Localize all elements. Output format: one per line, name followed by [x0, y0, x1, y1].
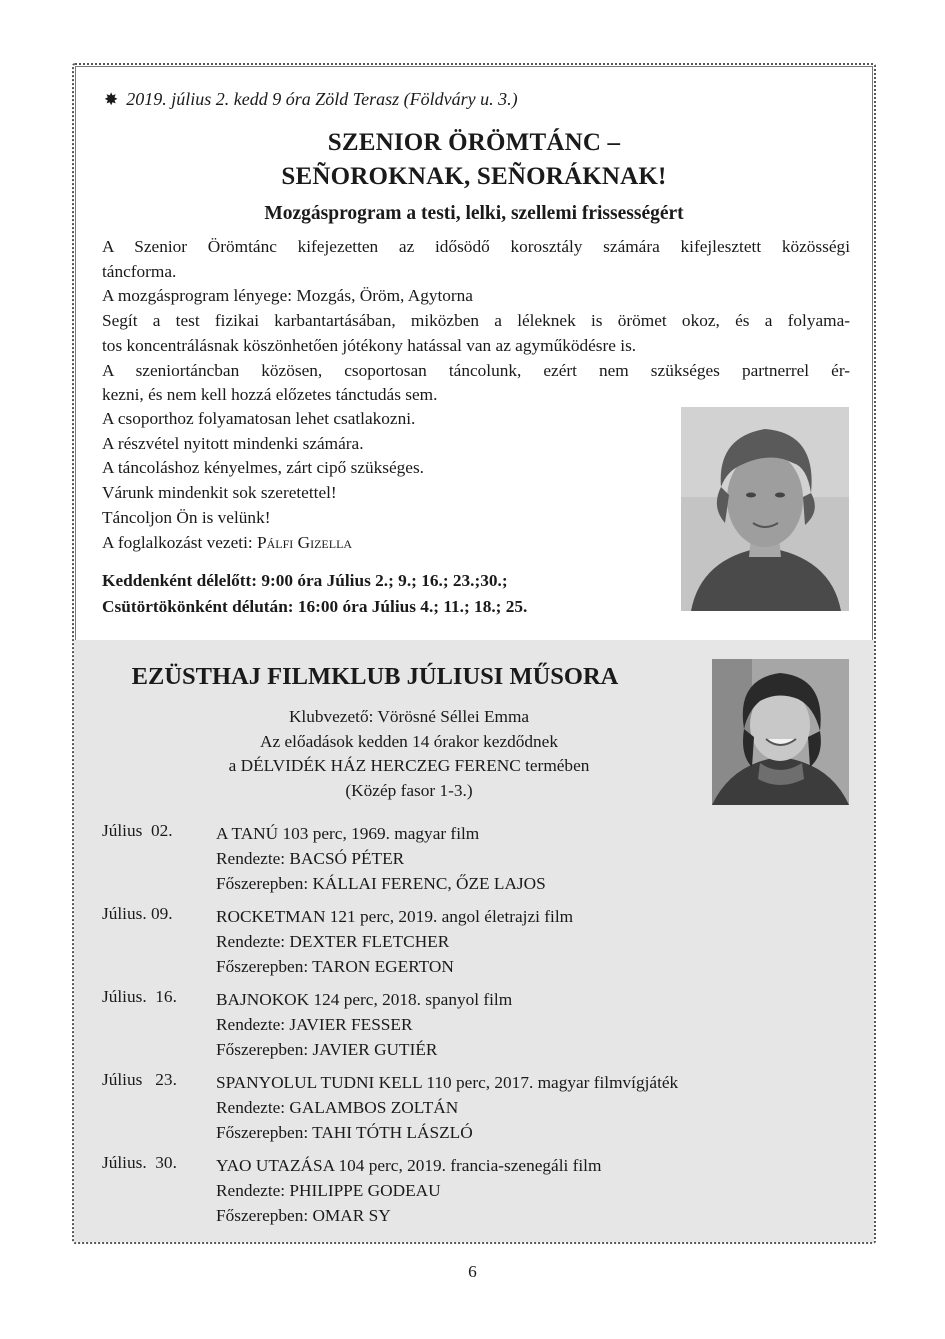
film-info: 121 perc, 2019. angol életrajzi film	[325, 907, 574, 926]
description-line: Segít a test fizikai karbantartásában, miközben a léleknek is örömet okoz, és a folyama-	[102, 311, 850, 331]
leader-photo	[681, 407, 849, 611]
event-title-line2: SEÑOROKNAK, SEÑORÁKNAK!	[281, 163, 667, 190]
film-title-line	[216, 987, 512, 1012]
film-date: Július. 16.	[102, 987, 177, 1006]
film-cast: Főszerepben: KÁLLAI FERENC, ŐZE LAJOS	[216, 874, 546, 893]
film-title: ROCKETMAN	[216, 907, 326, 926]
film-details	[216, 1070, 678, 1145]
note-line: A részvétel nyitott mindenki számára.	[102, 433, 364, 453]
event-date-line	[104, 89, 518, 110]
film-title-line	[216, 904, 573, 929]
film-cast: Főszerepben: OMAR SY	[216, 1206, 391, 1225]
film-info: 110 perc, 2017. magyar filmvígjáték	[422, 1073, 679, 1092]
list-item	[102, 821, 850, 904]
film-director: Rendezte: BACSÓ PÉTER	[216, 849, 405, 868]
description-line: táncforma.	[102, 261, 177, 281]
description-line: kezni, és nem kell hozzá előzetes tánctudás sem.	[102, 385, 438, 405]
film-director: Rendezte: GALAMBOS ZOLTÁN	[216, 1098, 459, 1117]
schedule-thursday: Csütörtökönként délután: 16:00 óra Július 4.; 11.; 18.; 25.	[102, 597, 528, 616]
film-details	[216, 821, 546, 896]
dance-event-section	[74, 65, 874, 640]
film-title: BAJNOKOK	[216, 990, 310, 1009]
film-director: Rendezte: DEXTER FLETCHER	[216, 932, 450, 951]
note-line: A táncoláshoz kényelmes, zárt cipő szükséges.	[102, 458, 424, 478]
film-director: Rendezte: JAVIER FESSER	[216, 1015, 413, 1034]
event-date-text: 2019. július 2. kedd 9 óra Zöld Terasz (Földváry u. 3.)	[126, 89, 518, 109]
venue-line: a DÉLVIDÉK HÁZ HERCZEG FERENC termében	[228, 756, 590, 776]
film-date: Július. 09.	[102, 904, 173, 923]
event-description	[102, 235, 850, 408]
event-notes	[102, 407, 662, 555]
page-frame	[72, 63, 876, 1244]
leader-name: Pálfi Gizella	[257, 532, 353, 552]
film-title-line	[216, 821, 546, 846]
list-item	[102, 904, 850, 987]
event-schedule	[102, 568, 527, 620]
description-line: A szeniortáncban közösen, csoportosan táncolunk, ezért nem szükséges partnerrel ér-	[102, 360, 850, 380]
list-item	[102, 1153, 850, 1236]
club-leader-line: Klubvezető: Vörösné Séllei Emma	[288, 707, 530, 726]
film-title: SPANYOLUL TUDNI KELL	[216, 1073, 423, 1092]
event-title-line1: SZENIOR ÖRÖMTÁNC –	[327, 129, 621, 156]
film-title: A TANÚ	[216, 824, 279, 843]
note-line: A csoporthoz folyamatosan lehet csatlakozni.	[102, 409, 416, 428]
leader-line	[102, 531, 662, 556]
leader-prefix: A foglalkozást vezeti:	[102, 532, 257, 552]
address-line: (Közép fasor 1-3.)	[345, 781, 473, 801]
film-details	[216, 987, 512, 1062]
portrait-icon	[681, 407, 849, 611]
filmclub-title: EZÜSTHAJ FILMKLUB JÚLIUSI MŰSORA	[131, 663, 619, 690]
schedule-tuesday: Keddenként délelőtt: 9:00 óra Július 2.; 9.; 16.; 23.;30.;	[102, 571, 508, 590]
film-date: Július 23.	[102, 1070, 177, 1089]
film-cast: Főszerepben: JAVIER GUTIÉR	[216, 1040, 438, 1059]
film-director: Rendezte: PHILIPPE GODEAU	[216, 1181, 441, 1200]
film-date: Július 02.	[102, 821, 173, 840]
film-title-line	[216, 1070, 678, 1095]
film-list	[102, 821, 850, 1236]
film-date: Július. 30.	[102, 1153, 177, 1172]
description-line: A Szenior Örömtánc kifejezetten az idősödő korosztály számára kifejlesztett közösségi	[102, 237, 850, 256]
description-line: A mozgásprogram lényege: Mozgás, Öröm, Agytorna	[102, 286, 473, 306]
film-cast: Főszerepben: TARON EGERTON	[216, 957, 454, 976]
description-line: tos koncentrálásnak köszönhetően jótékony hatással van az agyműködésre is.	[102, 335, 637, 355]
film-info: 124 perc, 2018. spanyol film	[309, 990, 513, 1009]
note-line: Várunk mindenkit sok szeretettel!	[102, 483, 337, 503]
film-title: YAO UTAZÁSA	[216, 1156, 335, 1175]
note-line: Táncoljon Ön is velünk!	[102, 507, 271, 527]
star-icon: ✸	[104, 90, 119, 110]
film-details	[216, 904, 573, 979]
filmclub-info	[74, 705, 744, 804]
list-item	[102, 1070, 850, 1153]
film-info: 103 perc, 1969. magyar film	[278, 824, 480, 843]
film-title-line	[216, 1153, 601, 1178]
event-subtitle: Mozgásprogram a testi, lelki, szellemi frissességért	[264, 203, 684, 224]
film-details	[216, 1153, 601, 1228]
film-cast: Főszerepben: TAHI TÓTH LÁSZLÓ	[216, 1123, 473, 1142]
film-info: 104 perc, 2019. francia-szenegáli film	[334, 1156, 602, 1175]
page-number: 6	[468, 1262, 477, 1281]
show-time-line: Az előadások kedden 14 órakor kezdődnek	[260, 731, 558, 751]
list-item	[102, 987, 850, 1070]
